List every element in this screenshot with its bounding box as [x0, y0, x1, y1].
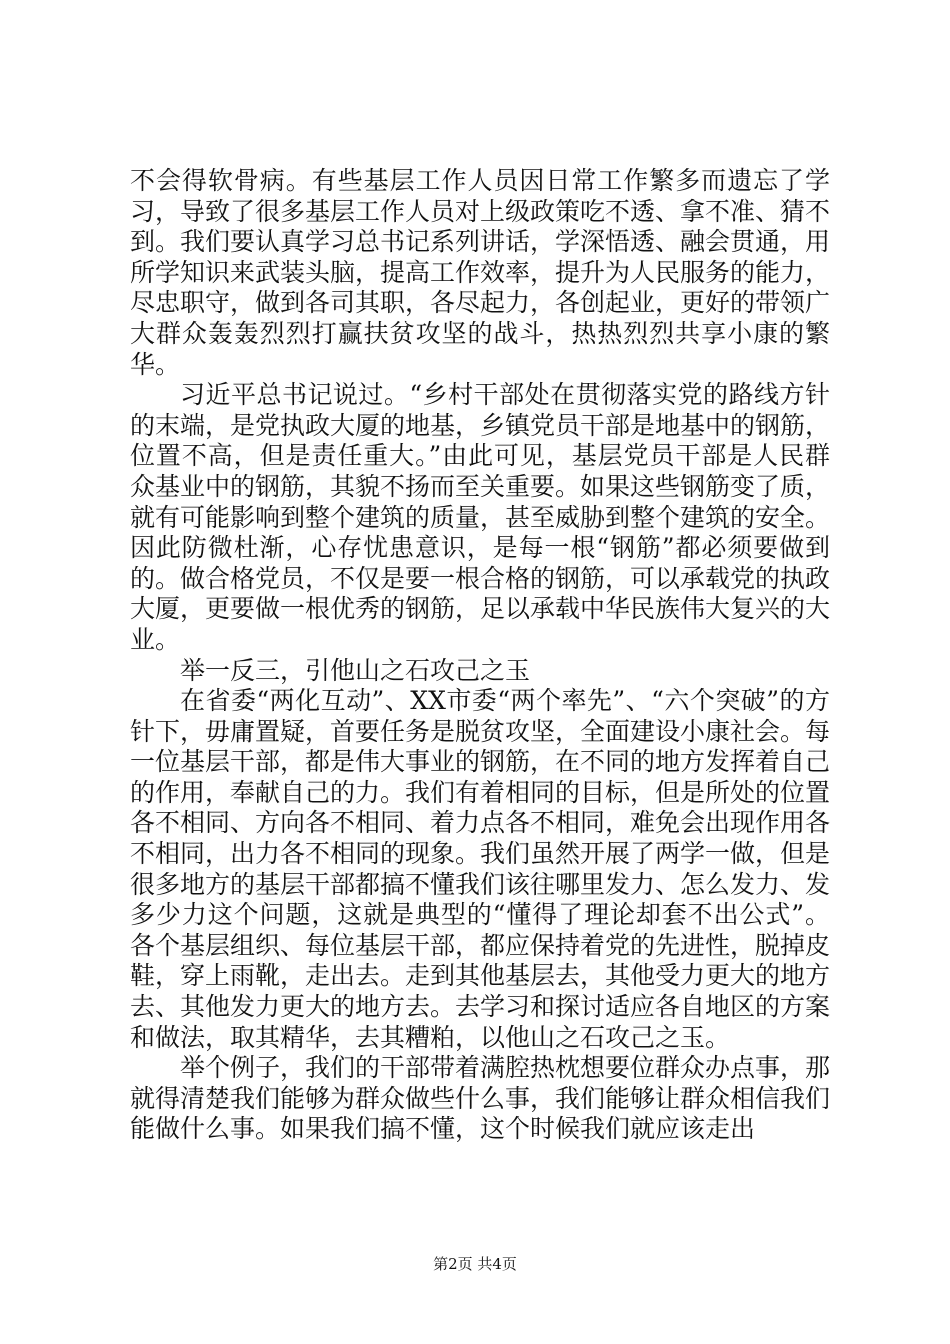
paragraph-2: 习近平总书记说过。“乡村干部处在贯彻落实党的路线方针的末端，是党执政大厦的地基，乡镇党员干部是地基中的钢筋，位置不高，但是责任重大。”由此可见，基层党员干部是人民群众基业中的钢筋，其貌不扬而至关重要。如果这些钢筋变了质，就有可能影响到整个建筑的质量，甚至威胁到整个建筑的安全。因此防微杜渐，心存忧患意识，是每一根“钢筋”都必须要做到的。做合格党员，不仅是要一根合格的钢筋，可以承载党的执政大厦，更要做一根优秀的钢筋，足以承载中华民族伟大复兴的大业。 — [130, 380, 831, 654]
page-footer — [0, 1254, 950, 1274]
body-text — [130, 166, 830, 1145]
paragraph-4: 举个例子，我们的干部带着满腔热枕想要位群众办点事，那就得清楚我们能够为群众做些什么事，我们能够让群众相信我们能做什么事。如果我们搞不懂，这个时候我们就应该走出 — [130, 1053, 831, 1144]
paragraph-3: 在省委“两化互动”、XX市委“两个率先”、“六个突破”的方针下，毋庸置疑，首要任务是脱贫攻坚，全面建设小康社会。每一位基层干部，都是伟大事业的钢筋，在不同的地方发挥着自己的作用，奉献自己的力。我们有着相同的目标，但是所处的位置各不相同、方向各不相同、着力点各不相同，难免会出现作用各不相同，出力各不相同的现象。我们虽然开展了两学一做，但是很多地方的基层干部都搞不懂我们该往哪里发力、怎么发力、发多少力这个问题，这就是典型的“懂得了理论却套不出公式”。各个基层组织、每位基层干部，都应保持着党的先进性，脱掉皮鞋，穿上雨靴，走出去。走到其他基层去，其他受力更大的地方去、其他发力更大的地方去。去学习和探讨适应各自地区的方案和做法，取其精华，去其糟粕，以他山之石攻己之玉。 — [130, 686, 831, 1052]
page-number: 第2页 共4页 — [433, 1255, 517, 1273]
paragraph-1: 不会得软骨病。有些基层工作人员因日常工作繁多而遗忘了学习，导致了很多基层工作人员对上级政策吃不透、拿不准、猜不到。我们要认真学习总书记系列讲话，学深悟透、融会贯通，用所学知识来武装头脑，提高工作效率，提升为人民服务的能力，尽忠职守，做到各司其职，各尽起力，各创起业，更好的带领广大群众轰轰烈烈打赢扶贫攻坚的战斗，热热烈烈共享小康的繁华。 — [130, 166, 831, 379]
section-heading: 举一反三，引他山之石攻己之玉 — [180, 655, 531, 685]
